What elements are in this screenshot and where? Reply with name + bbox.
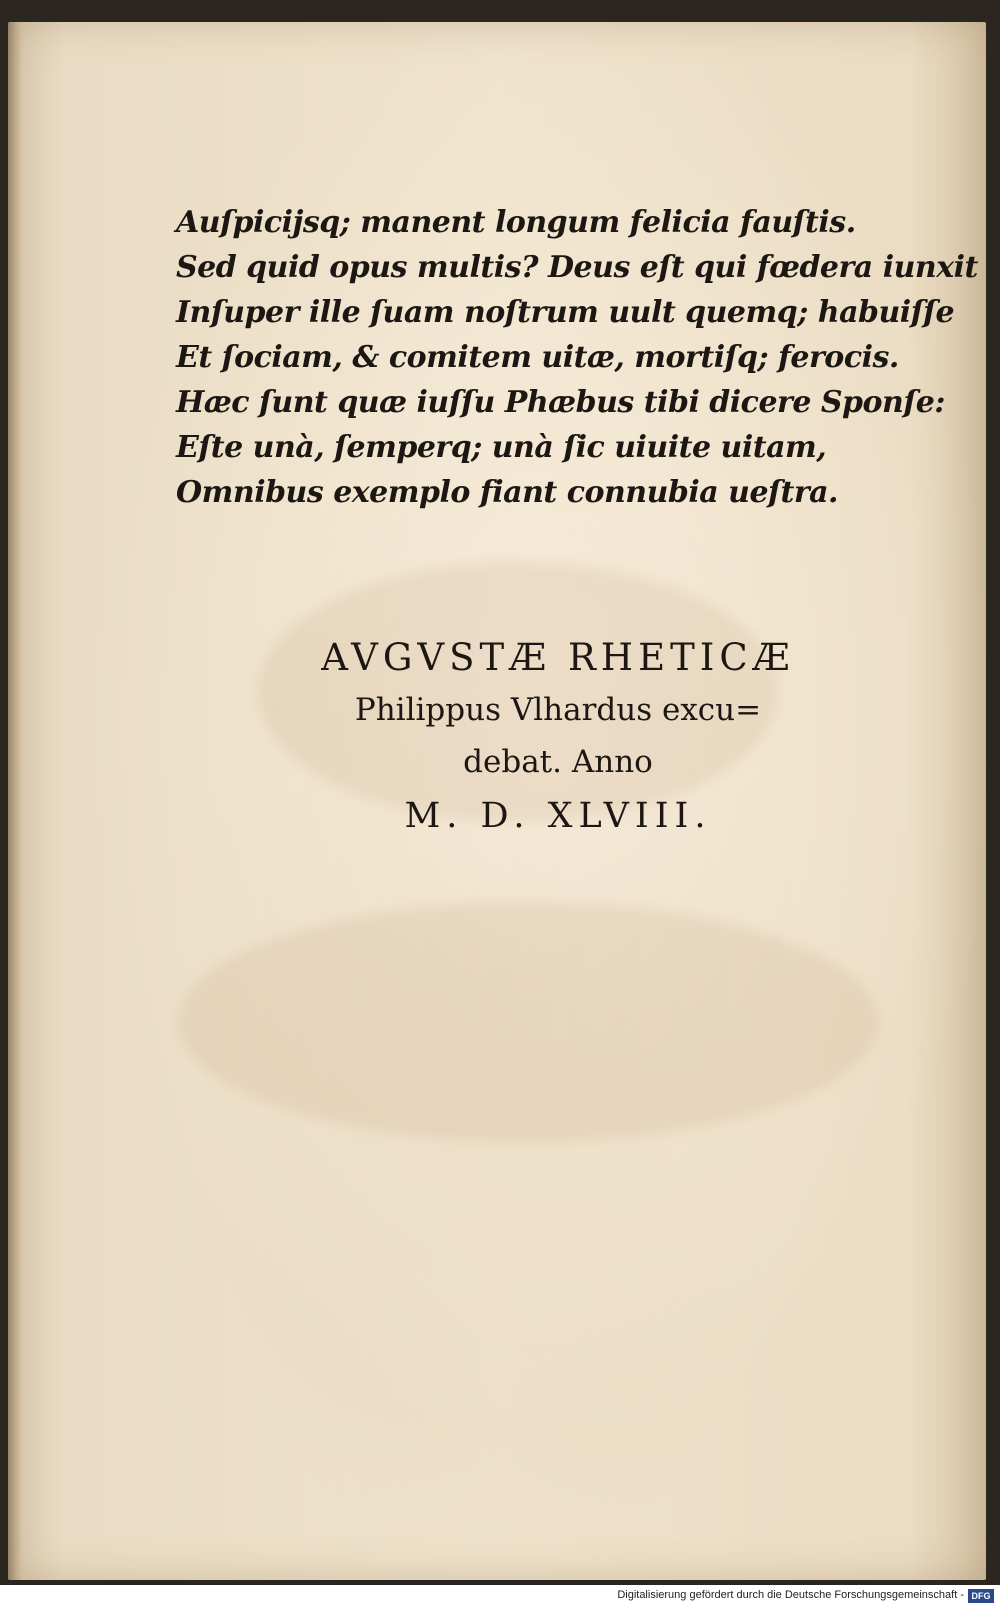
verse-line: Et ſociam, & comitem uitæ, mortiſq; ferocis. (176, 340, 899, 375)
paper-stain (178, 902, 878, 1142)
verse-block (176, 200, 978, 515)
verse-line: Omnibus exemplo fiant connubia ueſtra. (176, 475, 839, 510)
colophon-city: AVGVSTÆ RHETICÆ (321, 636, 795, 679)
funding-credit: Digitalisierung gefördert durch die Deutsche Forschungsgemeinschaft - (617, 1589, 964, 1601)
verse-line: Inſuper ille ſuam noſtrum uult quemq; habuiſſe (176, 295, 955, 330)
verse-line: Auſpicijsq; manent longum felicia fauſtis. (176, 205, 856, 240)
colophon (238, 632, 878, 844)
footer (0, 1585, 1000, 1610)
colophon-printer: Philippus Vlhardus excu= (354, 692, 762, 728)
colophon-continuation: debat. Anno (463, 744, 653, 780)
verse-line: Hæc ſunt quæ iuſſu Phæbus tibi dicere Sponſe: (176, 385, 945, 420)
page-binding-edge (8, 22, 22, 1580)
colophon-year: M. D. XLVIII. (404, 796, 712, 836)
verse-line: Sed quid opus multis? Deus eſt qui fœdera iunxit (176, 250, 978, 285)
dfg-logo: DFG (968, 1589, 994, 1603)
book-page (8, 22, 986, 1580)
verse-line: Eſte unà, ſemperq; unà ſic uiuite uitam, (176, 430, 827, 465)
